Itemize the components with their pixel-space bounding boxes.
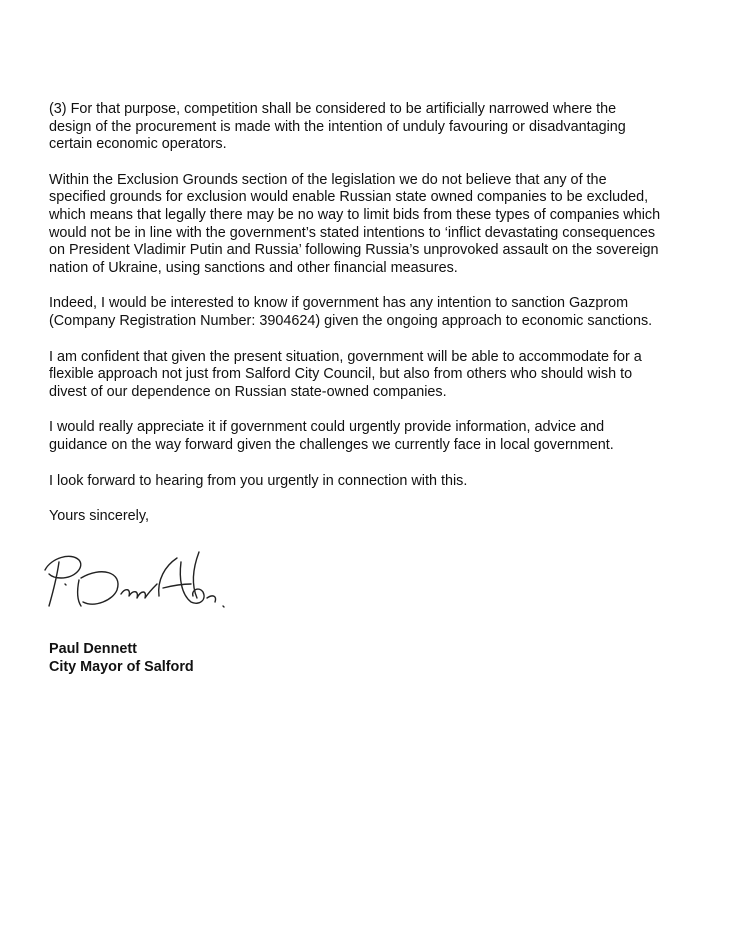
paragraph-procurement-clause: (3) For that purpose, competition shall be considered to be artificially narrowed where the design of the procurement is made with the intention of unduly favouring or disadvantaging certain economic operators.: [49, 101, 626, 153]
closing-salutation: Yours sincerely,: [49, 508, 149, 525]
signature-block: [49, 641, 194, 676]
paragraph-guidance-request: I would really appreciate it if government could urgently provide information, advice and guidance on the way forward given the challenges we currently face in local government.: [49, 419, 614, 453]
handwritten-signature: [31, 540, 231, 620]
paragraph-flexible-approach: I am confident that given the present situation, government will be able to accommodate for a flexible approach not just from Salford City Council, but also from others who should wish to divest of our dependence on Russian state-owned companies.: [49, 348, 642, 400]
signatory-name: Paul Dennett: [49, 641, 137, 657]
signatory-title: City Mayor of Salford: [49, 658, 194, 675]
letter-body: [49, 101, 719, 526]
paragraph-look-forward: I look forward to hearing from you urgently in connection with this.: [49, 472, 468, 489]
paragraph-gazprom-sanction: Indeed, I would be interested to know if government has any intention to sanction Gazprom (Company Registration Number: 3904624) given the ongoing approach to economic sanctions.: [49, 295, 653, 329]
paragraph-exclusion-grounds: Within the Exclusion Grounds section of the legislation we do not believe that any of the specified grounds for exclusion would enable Russian state owned companies to be excluded, which means that legally there may be no way to limit bids from these types of companies which would not be in line with the government’s stated intentions to ‘inflict devastating consequences on President Vladimir Putin and Russia’ following Russia’s unprovoked assault on the sovereign nation of Ukraine, using sanctions and other financial measures.: [49, 171, 661, 276]
